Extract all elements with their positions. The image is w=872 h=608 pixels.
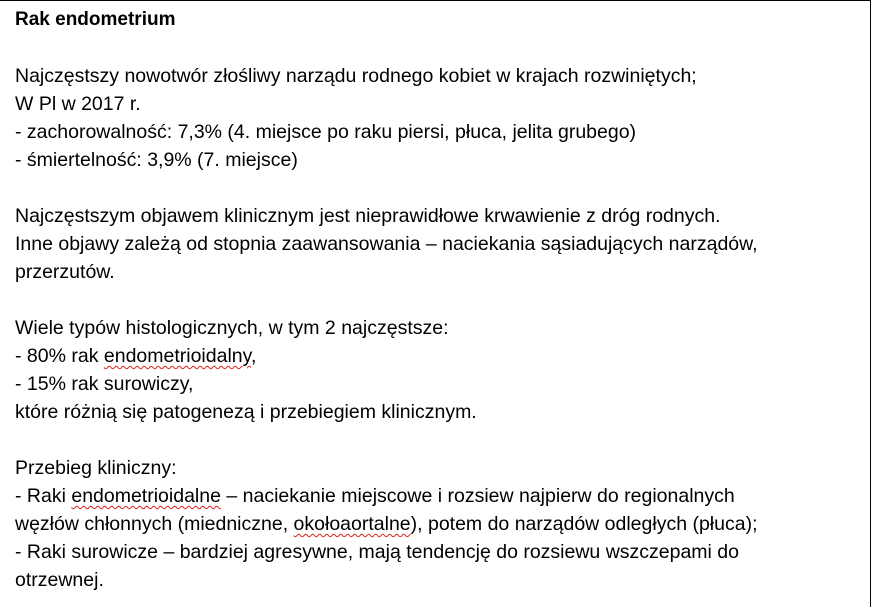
document-body xyxy=(15,6,865,594)
paragraph-4-line-5: otrzewnej. xyxy=(15,569,104,591)
spellcheck-word: okołoaortalne xyxy=(293,513,411,535)
text-segment: - Raki xyxy=(15,485,72,507)
blank-line xyxy=(15,426,865,454)
paragraph-4-line-4: - Raki surowicze – bardziej agresywne, mają tendencję do rozsiewu wszczepami do xyxy=(15,541,739,563)
text-segment: – naciekanie miejscowe i rozsiew najpierw do regionalnych xyxy=(220,485,735,507)
paragraph-3-line-4: które różnią się patogenezą i przebiegiem klinicznym. xyxy=(15,401,477,423)
document-title: Rak endometrium xyxy=(15,9,176,30)
paragraph-2-line-2: Inne objawy zależą od stopnia zaawansowania – naciekania sąsiadujących narządów, xyxy=(15,233,758,255)
text-segment: - 80% rak xyxy=(15,345,104,367)
paragraph-3-line-3: - 15% rak surowiczy, xyxy=(15,373,194,395)
paragraph-1-line-1: Najczęstszy nowotwór złośliwy narządu rodnego kobiet w krajach rozwiniętych; xyxy=(15,65,697,87)
paragraph-4-line-1: Przebieg kliniczny: xyxy=(15,457,177,479)
blank-line xyxy=(15,174,865,202)
blank-line xyxy=(15,286,865,314)
spellcheck-word: endometrioidalne xyxy=(71,485,221,507)
paragraph-1-line-2: W Pl w 2017 r. xyxy=(15,93,141,115)
paragraph-1-line-3: - zachorowalność: 7,3% (4. miejsce po raku piersi, płuca, jelita grubego) xyxy=(15,121,637,143)
paragraph-4-line-3 xyxy=(15,510,865,538)
paragraph-1-line-4: - śmiertelność: 3,9% (7. miejsce) xyxy=(15,149,298,171)
spellcheck-word: endometrioidalny xyxy=(103,345,251,367)
text-segment: węzłów chłonnych (miedniczne, xyxy=(15,513,294,535)
blank-line xyxy=(15,34,865,62)
paragraph-3-line-1: Wiele typów histologicznych, w tym 2 najczęstsze: xyxy=(15,317,449,339)
paragraph-4-line-2 xyxy=(15,482,865,510)
text-segment: , xyxy=(250,345,257,367)
text-segment: ), potem do narządów odległych (płuca); xyxy=(410,513,758,535)
paragraph-2-line-3: przerzutów. xyxy=(15,261,115,283)
paragraph-2-line-1: Najczęstszym objawem klinicznym jest nieprawidłowe krwawienie z dróg rodnych. xyxy=(15,205,721,227)
paragraph-3-line-2 xyxy=(15,342,865,370)
